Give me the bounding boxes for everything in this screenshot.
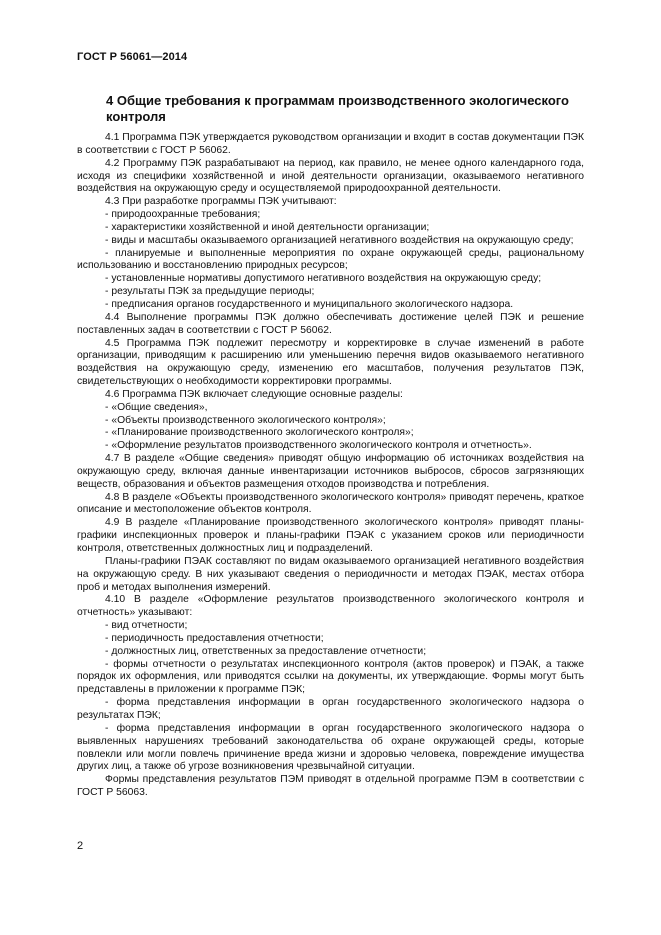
list-item: - форма представления информации в орган государственного экологического надзора о результатах ПЭК; bbox=[77, 697, 584, 721]
list-item: - «Общие сведения», bbox=[105, 401, 208, 413]
paragraph: 4.1 Программа ПЭК утверждается руководством организации и входит в состав документации ПЭК в соответствии с ГОСТ Р 56062. bbox=[77, 132, 584, 156]
paragraph: 4.5 Программа ПЭК подлежит пересмотру и корректировке в случае изменений в работе организации, приводящим к расширению или уменьшению перечня видов оказываемого негативного воздействия на окружающую среду, изменению его масштабов, получения результатов ПЭК, свидетельствующих о необходимости корректировки программы. bbox=[77, 337, 584, 388]
paragraph: 4.7 В разделе «Общие сведения» приводят общую информацию об источниках воздействия на окружающую среду, включая данные инвентаризации источников выбросов, сбросов загрязняющих веществ, образования и объектов размещения отходов производства и потребления. bbox=[77, 453, 584, 490]
list-item: - природоохранные требования; bbox=[105, 209, 261, 221]
paragraph: 4.9 В разделе «Планирование производственного экологического контроля» приводят планы-графики инспекционных проверок и планы-графики ПЭАК с указанием сроков или периодичности контроля, ответственных должностных лиц и подразделений. bbox=[77, 517, 584, 554]
list-item: - «Объекты производственного экологического контроля»; bbox=[105, 414, 386, 426]
list-item: - вид отчетности; bbox=[105, 620, 188, 632]
list-item: - форма представления информации в орган государственного экологического надзора о выявленных нарушениях требований законодательства об охране окружающей среды, которые повлекли или могли повлечь причинение вреда жизни и здоровью человека, повреждение имущества других лиц, а также об угрозе возникновения чрезвычайной ситуации. bbox=[77, 722, 584, 773]
list-item: - характеристики хозяйственной и иной деятельности организации; bbox=[105, 221, 430, 233]
paragraph: 4.2 Программу ПЭК разрабатывают на период, как правило, не менее одного календарного года, исходя из специфики хозяйственной и иной деятельности организации, оказываемого негативного воздействия на окружающую среду и осуществляемой природоохранной деятельности. bbox=[77, 157, 584, 195]
list-item: - предписания органов государственного и муниципального экологического надзора. bbox=[105, 298, 514, 310]
paragraph: 4.6 Программа ПЭК включает следующие основные разделы: bbox=[105, 388, 403, 400]
list-item: - периодичность предоставления отчетности; bbox=[105, 632, 324, 644]
list-item: - планируемые и выполненные мероприятия по охране окружающей среды, рациональному использованию и восстановлению природных ресурсов; bbox=[77, 247, 584, 272]
list-item: - результаты ПЭК за предыдущие периоды; bbox=[105, 286, 315, 298]
paragraph: 4.8 В разделе «Объекты производственного экологического контроля» приводят перечень, краткое описание и местоположение объектов контроля. bbox=[77, 491, 584, 516]
document-header: ГОСТ Р 56061—2014 bbox=[77, 51, 188, 63]
list-item: - формы отчетности о результатах инспекционного контроля (актов проверок) и ПЭАК, а также порядок их оформления, или приводятся ссылки на документы, их утверждающие. Формы могут быть представлены в приложении к программе ПЭК; bbox=[77, 658, 584, 696]
list-item: - установленные нормативы допустимого негативного воздействия на окружающую среду; bbox=[105, 273, 542, 285]
paragraph: 4.3 При разработке программы ПЭК учитывают: bbox=[105, 196, 337, 208]
list-item: - «Оформление результатов производственного экологического контроля и отчетность». bbox=[105, 440, 532, 452]
paragraph: 4.10 В разделе «Оформление результатов производственного экологического контроля и отчетность» указывают: bbox=[77, 594, 584, 619]
list-item: - «Планирование производственного экологического контроля»; bbox=[105, 427, 414, 439]
section-body bbox=[77, 132, 584, 800]
paragraph: Формы представления результатов ПЭМ приводят в отдельной программе ПЭМ в соответствии с ГОСТ Р 56063. bbox=[77, 774, 584, 799]
list-item: - виды и масштабы оказываемого организацией негативного воздействия на окружающую среду; bbox=[105, 234, 574, 246]
page-number: 2 bbox=[77, 840, 84, 852]
list-item: - должностных лиц, ответственных за предоставление отчетности; bbox=[105, 645, 427, 657]
paragraph: Планы-графики ПЭАК составляют по видам оказываемого организацией негативного воздействия на окружающую среду. В них указывают сведения о периодичности и методах ПЭАК, местах отбора проб и методах выполнения измерений. bbox=[77, 555, 584, 593]
paragraph: 4.4 Выполнение программы ПЭК должно обеспечивать достижение целей ПЭК и решение поставленных задач в соответствии с ГОСТ Р 56062. bbox=[77, 311, 584, 336]
section-title: 4 Общие требования к программам производственного экологического контроля bbox=[106, 93, 569, 124]
